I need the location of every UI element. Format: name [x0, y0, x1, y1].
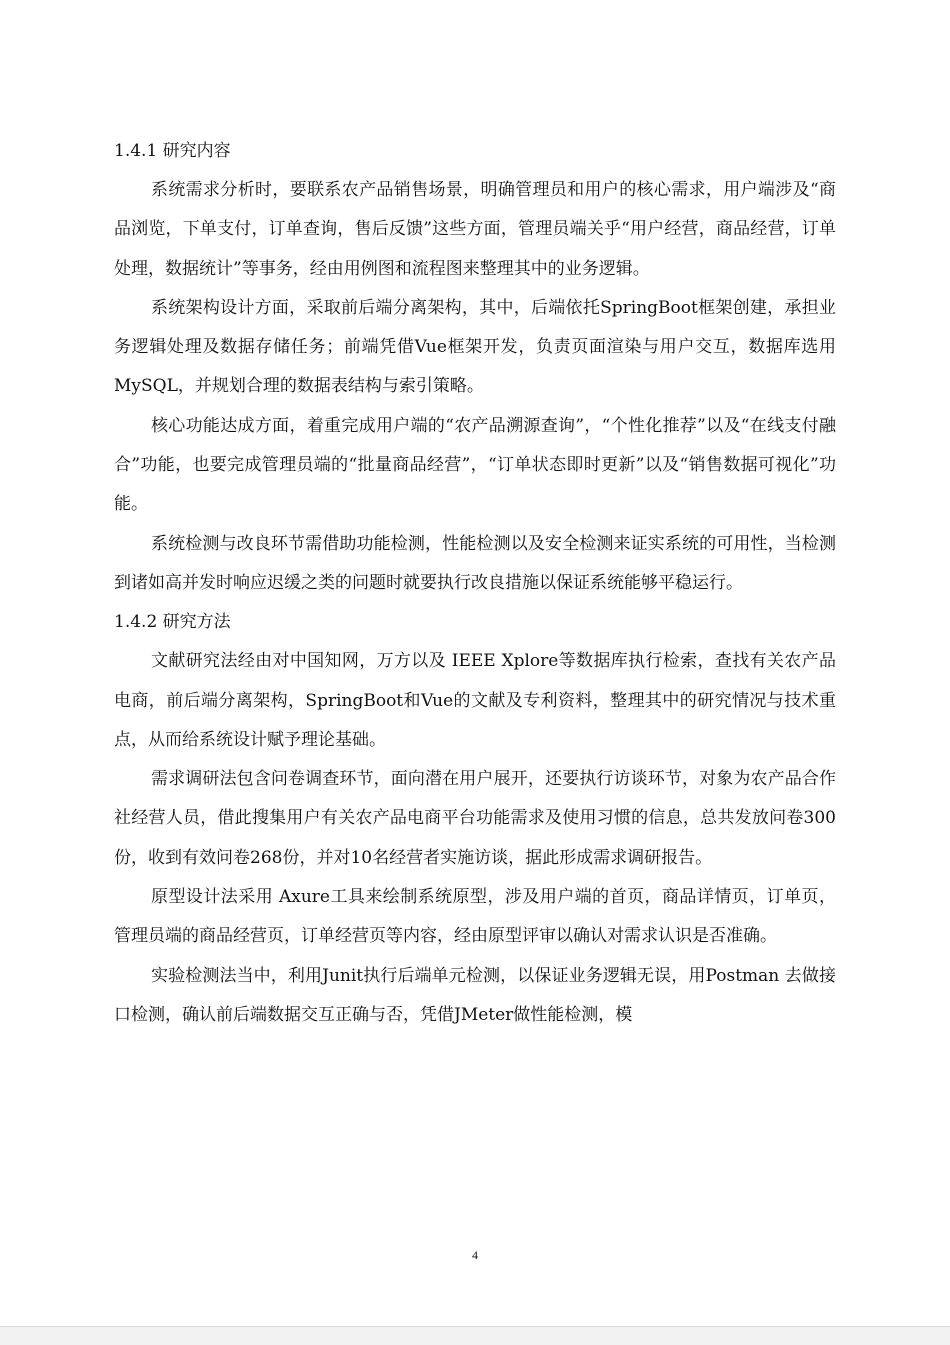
- paragraph-requirements-analysis: 系统需求分析时，要联系农产品销售场景，明确管理员和用户的核心需求，用户端涉及“商品浏览，下单支付，订单查询，售后反馈”这些方面，管理员端关乎“用户经营，商品经营，订单处理，数据统计”等事务，经由用例图和流程图来整理其中的业务逻辑。: [114, 180, 836, 279]
- paragraph-experimental-testing: 实验检测法当中，利用Junit执行后端单元检测，以保证业务逻辑无误，用Postman 去做接口检测，确认前后端数据交互正确与否，凭借JMeter做性能检测，模: [114, 965, 836, 1025]
- paragraph-requirements-survey: 需求调研法包含问卷调查环节，面向潜在用户展开，还要执行访谈环节，对象为农产品合作社经营人员，借此搜集用户有关农产品电商平台功能需求及使用习惯的信息，总共发放问卷300份，收到有效问卷268份，并对10名经营者实施访谈，据此形成需求调研报告。: [114, 769, 836, 868]
- section-heading-research-content: 1.4.1 研究内容: [114, 141, 231, 161]
- paragraph-literature-research: 文献研究法经由对中国知网，万方以及 IEEE Xplore等数据库执行检索，查找有关农产品电商，前后端分离架构，SpringBoot和Vue的文献及专利资料，整理其中的研究情况与技术重点，从而给系统设计赋予理论基础。: [114, 651, 836, 750]
- document-body: [114, 132, 836, 1035]
- section-heading-research-methods: 1.4.2 研究方法: [114, 612, 231, 633]
- paragraph-architecture-design: 系统架构设计方面，采取前后端分离架构，其中，后端依托SpringBoot框架创建，承担业务逻辑处理及数据存储任务；前端凭借Vue框架开发，负责页面渲染与用户交互，数据库选用MySQL，并规划合理的数据表结构与索引策略。: [114, 297, 836, 397]
- paragraph-testing-improvement: 系统检测与改良环节需借助功能检测，性能检测以及安全检测来证实系统的可用性，当检测到诸如高并发时响应迟缓之类的问题时就要执行改良措施以保证系统能够平稳运行。: [114, 533, 836, 593]
- page-number: 4: [472, 1248, 478, 1262]
- viewer-bottom-edge: [0, 1326, 950, 1345]
- paragraph-core-features: 核心功能达成方面，着重完成用户端的“农产品溯源查询”，“个性化推荐”以及“在线支付融合”功能，也要完成管理员端的“批量商品经营”，“订单状态即时更新”以及“销售数据可视化”功能。: [114, 415, 836, 515]
- paragraph-prototype-design: 原型设计法采用 Axure工具来绘制系统原型，涉及用户端的首页，商品详情页，订单页，管理员端的商品经营页，订单经营页等内容，经由原型评审以确认对需求认识是否准确。: [114, 887, 836, 947]
